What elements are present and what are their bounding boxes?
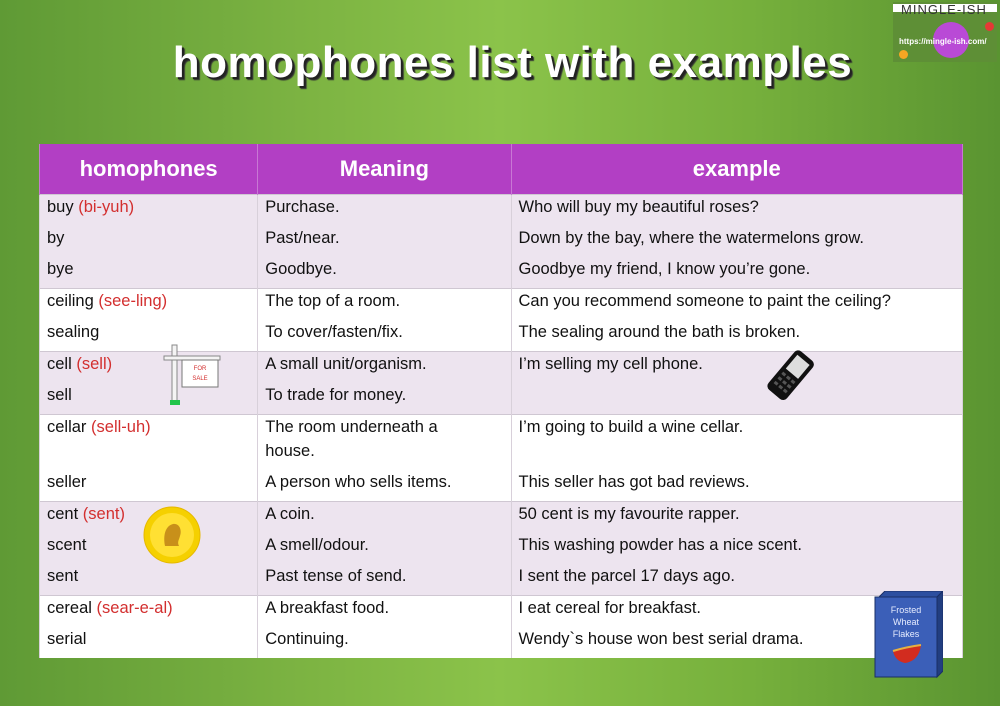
example: Down by the bay, where the watermelons grow. xyxy=(518,229,864,247)
example: This washing powder has a nice scent. xyxy=(518,536,802,554)
example: Goodbye my friend, I know you’re gone. xyxy=(518,260,811,278)
example: Can you recommend someone to paint the ceiling? xyxy=(518,292,891,310)
meaning: Past/near. xyxy=(265,229,340,247)
page-title: homophones list with examples xyxy=(172,38,853,87)
word: scent xyxy=(47,536,87,554)
logo-name: MINGLE-ISH xyxy=(901,2,987,17)
word: seller xyxy=(47,473,87,491)
meaning: Goodbye. xyxy=(265,260,337,278)
svg-text:FOR: FOR xyxy=(193,366,207,372)
svg-text:SALE: SALE xyxy=(192,376,208,382)
svg-text:Flakes: Flakes xyxy=(892,629,920,639)
example: Wendy`s house won best serial drama. xyxy=(518,630,804,648)
cereal-box-icon xyxy=(873,591,943,679)
word: cell xyxy=(47,355,72,373)
example: I sent the parcel 17 days ago. xyxy=(518,567,735,585)
pronunciation: (see-ling) xyxy=(98,292,168,310)
pronunciation: (bi-yuh) xyxy=(78,198,135,216)
meaning: A person who sells items. xyxy=(265,473,452,491)
word: cereal xyxy=(47,599,92,617)
example: I’m going to build a wine cellar. xyxy=(518,418,744,436)
word: cellar xyxy=(47,418,87,436)
word: cent xyxy=(47,505,79,523)
pronunciation: (sell-uh) xyxy=(91,418,151,436)
example xyxy=(519,383,956,414)
word: sell xyxy=(47,386,72,404)
pronunciation: (sell) xyxy=(76,355,113,373)
gold-coin-icon xyxy=(143,506,201,564)
word: sealing xyxy=(47,323,100,341)
pronunciation: (sear-e-al) xyxy=(96,599,173,617)
meaning: The room underneath a house. xyxy=(265,418,438,460)
word: buy xyxy=(47,198,74,216)
table-row xyxy=(40,415,963,502)
word: serial xyxy=(47,630,87,648)
for-sale-sign-icon xyxy=(162,343,222,405)
meaning: A small unit/organism. xyxy=(265,355,427,373)
word: by xyxy=(47,229,65,247)
example: 50 cent is my favourite rapper. xyxy=(518,505,740,523)
table-header-row xyxy=(40,144,963,195)
svg-text:Wheat: Wheat xyxy=(892,617,920,627)
word: sent xyxy=(47,567,79,585)
meaning: To trade for money. xyxy=(265,386,407,404)
meaning: A breakfast food. xyxy=(265,599,390,617)
header-homophones: homophones xyxy=(40,144,258,195)
example: Who will buy my beautiful roses? xyxy=(518,198,759,216)
cell-phone-icon xyxy=(760,346,820,406)
logo-smiley-icon xyxy=(899,50,908,59)
example: I eat cereal for breakfast. xyxy=(518,599,702,617)
meaning: To cover/fasten/fix. xyxy=(265,323,403,341)
site-logo xyxy=(893,2,997,62)
meaning: Past tense of send. xyxy=(265,567,407,585)
meaning: A coin. xyxy=(265,505,315,523)
word: bye xyxy=(47,260,74,278)
logo-url: https://mingle-ish.com/ xyxy=(899,37,987,46)
meaning: Purchase. xyxy=(265,198,340,216)
example: The sealing around the bath is broken. xyxy=(518,323,801,341)
svg-text:Frosted: Frosted xyxy=(890,605,922,615)
meaning: A smell/odour. xyxy=(265,536,369,554)
word: ceiling xyxy=(47,292,94,310)
table-row xyxy=(40,195,963,289)
meaning: The top of a room. xyxy=(265,292,401,310)
example: This seller has got bad reviews. xyxy=(518,473,750,491)
table-row xyxy=(40,596,963,659)
logo-dot-icon xyxy=(985,22,994,31)
meaning: Continuing. xyxy=(265,630,349,648)
pronunciation: (sent) xyxy=(82,505,125,523)
header-meaning: Meaning xyxy=(258,144,511,195)
example: I’m selling my cell phone. xyxy=(518,355,703,373)
header-example: example xyxy=(511,144,963,195)
